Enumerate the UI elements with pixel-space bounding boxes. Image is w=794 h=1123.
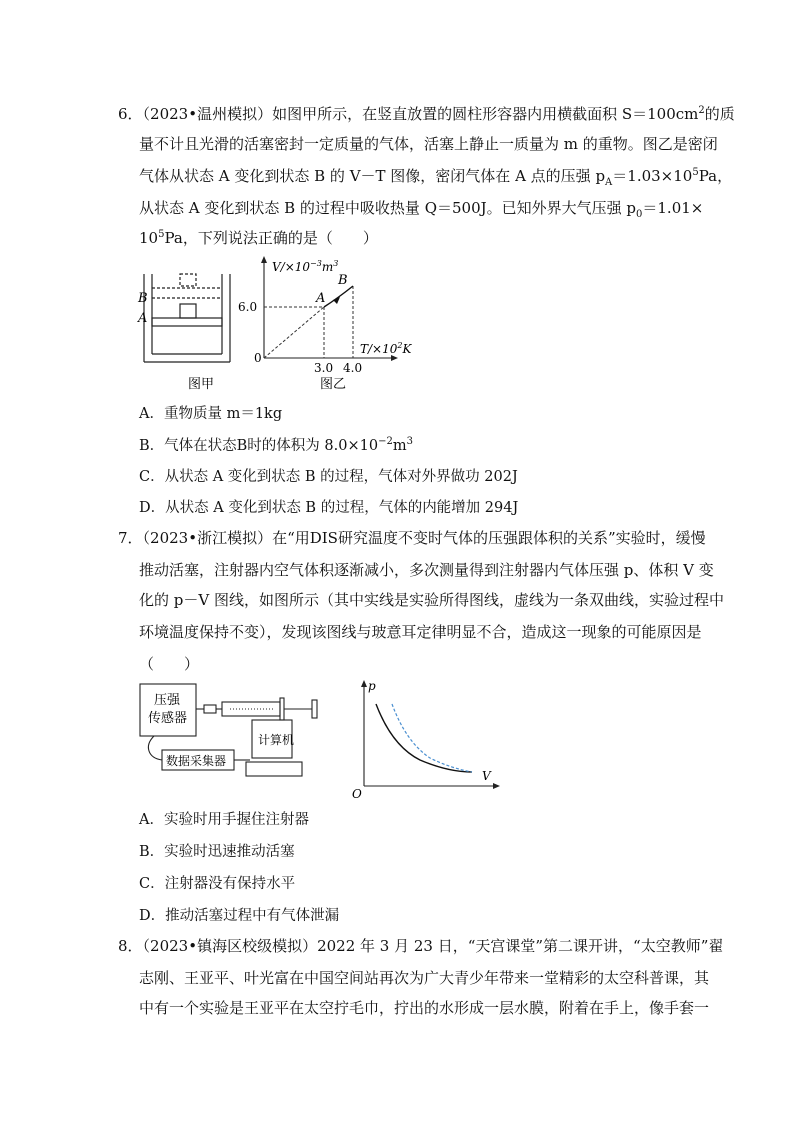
axis-label-V: V <box>482 769 491 783</box>
experimental-curve <box>376 704 472 772</box>
q7-option-B: B．实验时迅速推动活塞 <box>139 844 295 860</box>
collector-label: 数据采集器 <box>166 754 227 768</box>
q8-line-3: 中有一个实验是王亚平在太空拧毛巾，拧出的水形成一层水膜，附着在手上，像手套一 <box>139 999 710 1017</box>
q7-option-D: D．推动活塞过程中有气体泄漏 <box>139 908 340 924</box>
q6-line-5: $10^5Pa$，下列说法正确的是（ ） <box>139 229 378 247</box>
q8-line-1: 8．（2023•镇海区校级模拟）2022 年 3 月 23 日，“天宫课堂”第二课开讲，“太空教师”翟 <box>118 937 724 955</box>
q6-line-4: 从状态 A 变化到状态 B 的过程中吸收热量 Q＝500J。已知外界大气压强 $p_0=1.01\times$ <box>139 199 704 220</box>
figure-label-jia: 图甲 <box>188 377 215 392</box>
axis-label-T: $T/\times 10^2K$ <box>360 341 412 356</box>
pressure-sensor-box <box>140 684 196 736</box>
computer-label: 计算机 <box>258 733 295 747</box>
container-label-A: A <box>138 311 148 326</box>
q7-option-C: C．注射器没有保持水平 <box>139 876 296 892</box>
q6-option-D: D．从状态 A 变化到状态 B 的过程，气体的内能增加 294J <box>139 500 519 516</box>
point-B-label: B <box>338 273 348 288</box>
dashed-line-to-A <box>264 307 324 358</box>
q7-pv-graph <box>350 676 510 800</box>
point-A-label: A <box>316 291 326 306</box>
q7-apparatus-figure <box>134 680 334 790</box>
origin-O: O <box>352 787 362 800</box>
container-label-B: B <box>138 291 148 306</box>
q6-line-3: 气体从状态 A 变化到状态 B 的 V－T 图像，密闭气体在 A 点的压强 $p_A=1.03\times 10^5Pa$， <box>139 167 733 188</box>
q6-option-C: C．从状态 A 变化到状态 B 的过程，气体对外界做功 202J <box>139 469 518 485</box>
origin-label: 0 <box>254 351 262 365</box>
q7-line-3: 化的 p－V 图线，如图所示（其中实线是实验所得图线，虚线为一条双曲线，实验过程中 <box>139 591 724 609</box>
q6-option-B: B．气体在状态B时的体积为 $8.0\times 10^{-2}m^3$ <box>139 436 413 454</box>
q6-line-1: 6．（2023•温州模拟）如图甲所示，在竖直放置的圆柱形容器内用横截面积 $S=100cm^2$的质 <box>118 105 735 123</box>
q7-line-2: 推动活塞，注射器内空气体积逐渐减小，多次测量得到注射器内气体压强 p、体积 V 变 <box>139 561 714 579</box>
tick-y-6: 6.0 <box>238 300 258 314</box>
q7-option-A: A．实验时用手握住注射器 <box>139 812 309 828</box>
q6-figure <box>134 254 434 394</box>
tick-x-4: 4.0 <box>343 361 363 375</box>
container-diagram <box>144 274 230 362</box>
axis-label-p: p <box>368 679 376 693</box>
q7-line-4: 环境温度保持不变），发现该图线与玻意耳定律明显不合，造成这一现象的可能原因是 <box>139 623 702 641</box>
q8-line-2: 志刚、王亚平、叶光富在中国空间站再次为广大青少年带来一堂精彩的太空科普课，其 <box>139 969 710 987</box>
q6-line-2: 量不计且光滑的活塞密封一定质量的气体，活塞上静止一质量为 m 的重物。图乙是密闭 <box>139 135 718 153</box>
figure-label-yi: 图乙 <box>320 377 347 392</box>
q6-option-A: A．重物质量 m＝1kg <box>139 406 283 422</box>
tick-x-3: 3.0 <box>314 361 334 375</box>
sensor-label-1: 压强 <box>154 693 181 708</box>
q7-line-5: （ ） <box>139 655 200 673</box>
sensor-label-2: 传感器 <box>148 711 188 726</box>
computer-base <box>246 762 302 776</box>
hyperbola-curve <box>392 704 472 772</box>
curve-A-to-B <box>324 286 353 307</box>
axis-label-V: $V/\times 10^{-3}m^3$ <box>272 259 339 274</box>
q7-line-1: 7．（2023•浙江模拟）在“用DIS研究温度不变时气体的压强跟体积的关系”实验时，缓慢 <box>118 529 706 547</box>
